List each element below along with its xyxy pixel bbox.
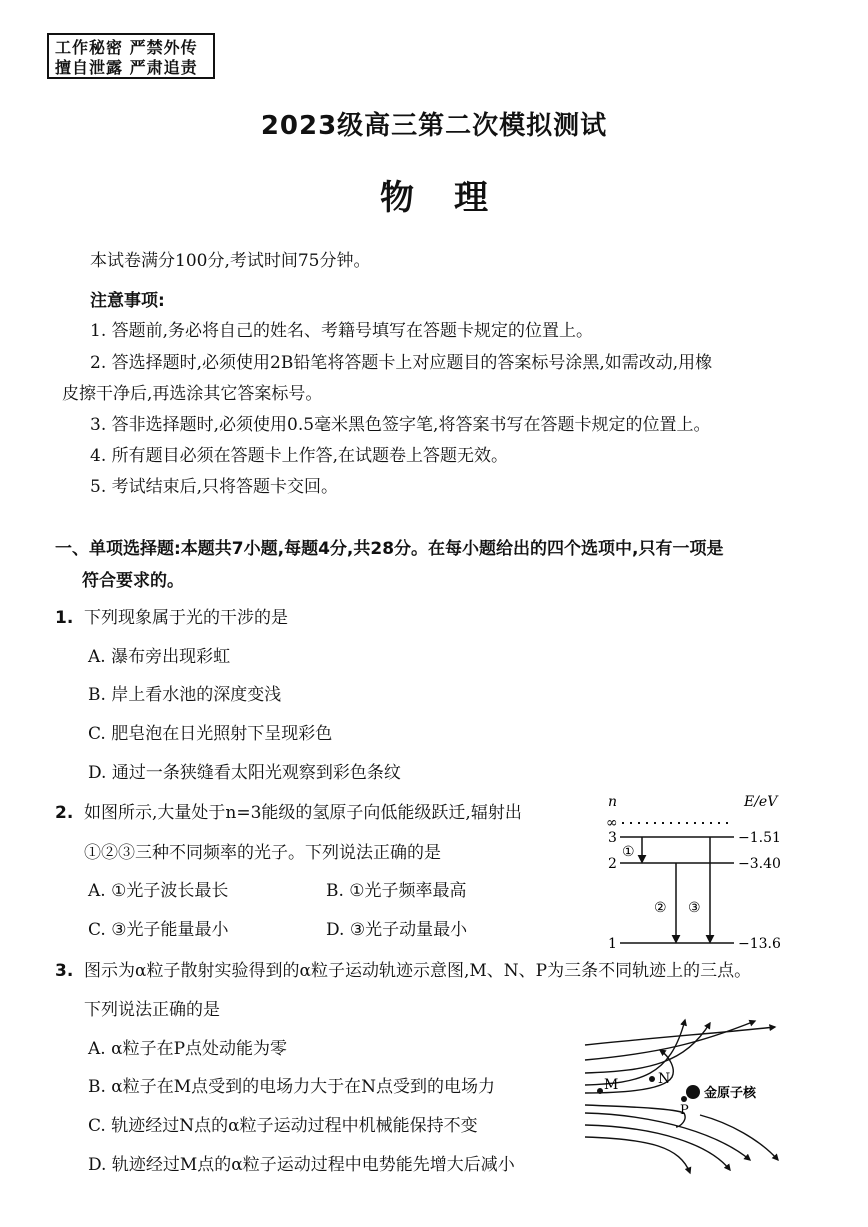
q2-option-b: B. ①光子频率最高 <box>326 881 467 901</box>
point-n-dot <box>649 1076 655 1082</box>
trajectory-bottom-3 <box>585 1137 690 1173</box>
q2-stem-line-2: ①②③三种不同频率的光子。下列说法正确的是 <box>84 843 441 863</box>
energy-level-diagram <box>598 790 798 960</box>
level-n-3: 3 <box>608 830 617 846</box>
note-item-3: 3. 答非选择题时,必须使用0.5毫米黑色签字笔,将答案书写在答题卡规定的位置上。 <box>90 415 711 435</box>
subject-title: 物理 <box>380 178 528 218</box>
transition-2-label: ② <box>654 900 667 916</box>
section-1-heading: 一、单项选择题:本题共7小题,每题4分,共28分。在每小题给出的四个选项中,只有一项是 <box>55 539 724 559</box>
q1-option-b: B. 岸上看水池的深度变浅 <box>88 685 282 705</box>
q3-option-a: A. α粒子在P点处动能为零 <box>88 1039 288 1059</box>
notes-heading: 注意事项: <box>90 291 165 311</box>
level-n-1: 1 <box>608 936 617 952</box>
stamp-line-1: 工作秘密 严禁外传 <box>55 38 198 57</box>
q1-option-d: D. 通过一条狭缝看太阳光观察到彩色条纹 <box>88 763 401 783</box>
alpha-scattering-diagram <box>580 1015 785 1175</box>
note-item-1: 1. 答题前,务必将自己的姓名、考籍号填写在答题卡规定的位置上。 <box>90 321 594 341</box>
note-item-4: 4. 所有题目必须在答题卡上作答,在试题卷上答题无效。 <box>90 446 509 466</box>
level-n-2: 2 <box>608 856 617 872</box>
q3-stem-line-2: 下列说法正确的是 <box>84 1000 220 1020</box>
level-n-infinity: ∞ <box>606 815 618 831</box>
trajectory-top-3 <box>585 1023 710 1073</box>
exam-title: 2023级高三第二次模拟测试 <box>260 111 608 141</box>
q3-option-d: D. 轨迹经过M点的α粒子运动过程中电势能先增大后减小 <box>88 1155 515 1175</box>
note-item-2: 2. 答选择题时,必须使用2B铅笔将答题卡上对应题目的答案标号涂黑,如需改动,用橡 <box>90 353 713 373</box>
stamp-line-2: 擅自泄露 严肃追责 <box>55 58 198 77</box>
q3-option-c: C. 轨迹经过N点的α粒子运动过程中机械能保持不变 <box>88 1116 478 1136</box>
point-m-label: M <box>604 1077 619 1093</box>
point-m-dot <box>597 1088 603 1094</box>
trajectory-bottom-2 <box>585 1125 730 1170</box>
level-e-2: −3.40 <box>738 856 781 872</box>
section-1-heading-cont: 符合要求的。 <box>82 571 184 591</box>
point-p-label: P <box>680 1103 689 1118</box>
trajectory-bottom-1 <box>585 1113 750 1160</box>
nucleus-label: 金原子核 <box>704 1086 757 1101</box>
q1-number: 1. <box>55 608 74 628</box>
q2-option-c: C. ③光子能量最小 <box>88 920 229 940</box>
level-e-3: −1.51 <box>738 830 781 846</box>
transition-1-label: ① <box>622 844 635 860</box>
q3-stem-line-1: 图示为α粒子散射实验得到的α粒子运动轨迹示意图,M、N、P为三条不同轨迹上的三点。 <box>84 961 752 981</box>
q2-option-d: D. ③光子动量最小 <box>326 920 468 940</box>
q1-stem: 下列现象属于光的干涉的是 <box>84 608 288 628</box>
q3-option-b: B. α粒子在M点受到的电场力大于在N点受到的电场力 <box>88 1077 496 1097</box>
point-n-label: N <box>658 1071 671 1087</box>
q3-number: 3. <box>55 961 74 981</box>
note-item-5: 5. 考试结束后,只将答题卡交回。 <box>90 477 339 497</box>
n-axis-label: n <box>608 794 618 810</box>
level-e-1: −13.6 <box>738 936 781 952</box>
note-item-2-cont: 皮擦干净后,再选涂其它答案标号。 <box>62 384 323 404</box>
q1-option-a: A. 瀑布旁出现彩虹 <box>88 647 231 667</box>
transition-3-label: ③ <box>688 900 701 916</box>
energy-axis-label: E/eV <box>744 794 778 810</box>
gold-nucleus <box>686 1085 700 1099</box>
q2-option-a: A. ①光子波长最长 <box>88 881 229 901</box>
q2-stem-line-1: 如图所示,大量处于n=3能级的氢原子向低能级跃迁,辐射出 <box>84 803 522 823</box>
q2-number: 2. <box>55 803 74 823</box>
confidential-stamp <box>47 33 215 79</box>
intro-text: 本试卷满分100分,考试时间75分钟。 <box>90 251 371 271</box>
q1-option-c: C. 肥皂泡在日光照射下呈现彩色 <box>88 724 333 744</box>
point-p-dot <box>681 1096 687 1102</box>
